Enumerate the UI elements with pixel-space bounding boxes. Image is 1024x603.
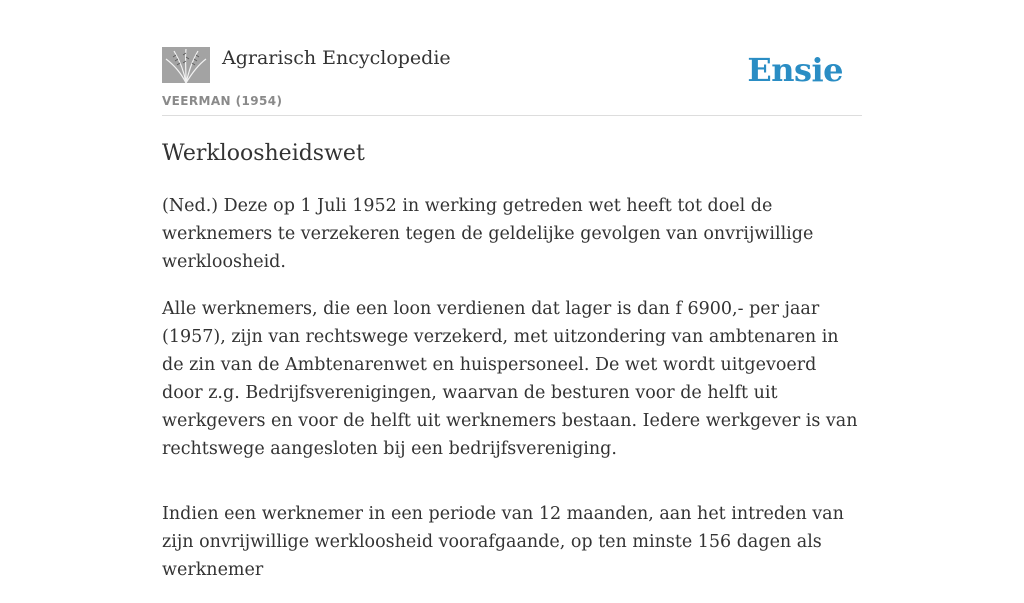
paragraph: (Ned.) Deze op 1 Juli 1952 in werking getreden wet heeft tot doel de werknemers te verzekeren tegen de geldelijke gevolgen van onvrijwillige werkloosheid.: [162, 196, 814, 272]
entry-title: Werkloosheidswet: [162, 141, 365, 166]
ensie-logo[interactable]: Ensie: [747, 51, 843, 89]
book-meta: VEERMAN (1954): [162, 94, 283, 108]
book-title[interactable]: Agrarisch Encyclopedie: [222, 47, 451, 69]
paragraph: Indien een werknemer in een periode van 12 maanden, aan het intreden van zijn onvrijwillige werkloosheid voorafgaande, op ten minste 156 dagen als werknemer: [162, 504, 844, 580]
wheat-book-thumbnail-icon[interactable]: [162, 47, 210, 83]
article-container: [162, 46, 862, 580]
entry-body: [162, 192, 862, 603]
book-header: [162, 46, 862, 116]
paragraph: Alle werknemers, die een loon verdienen dat lager is dan f 6900,- per jaar (1957), zijn van rechtswege verzekerd, met uitzondering van ambtenaren in de zin van de Ambtenarenwet en huispersoneel. De wet wordt uitgevoerd door z.g. Bedrijfsverenigingen, waarvan de besturen voor de helft uit werkgevers en voor de helft uit werknemers bestaan. Iedere werkgever is van rechtswege aangesloten bij een bedrijfsvereniging.: [162, 299, 858, 459]
